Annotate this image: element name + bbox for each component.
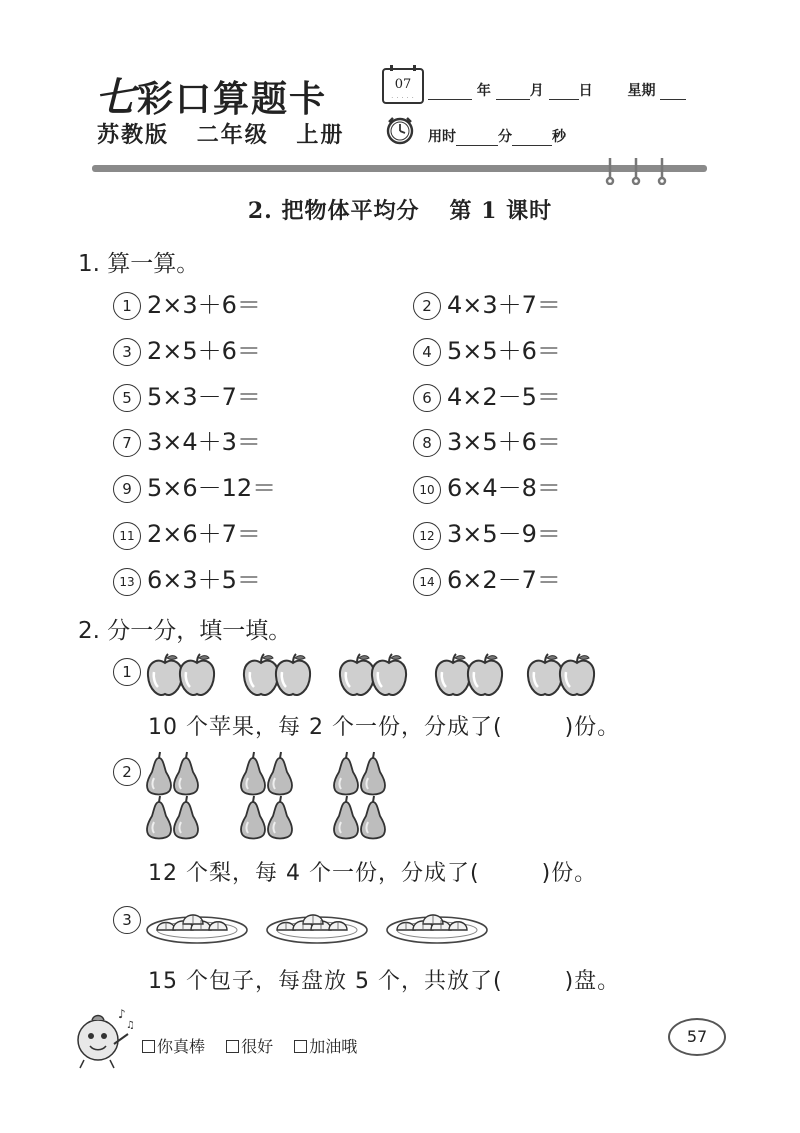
problem-number: 2 (413, 292, 441, 320)
pear-group (241, 752, 292, 839)
minutes-label: 分 (498, 129, 512, 145)
edition-volume: 上册 (296, 122, 345, 148)
problem-8 (413, 422, 561, 457)
item-2-text-before: 12 个梨，每 4 个一份，分成了( (148, 861, 480, 886)
problem-13 (113, 560, 261, 596)
time-fill-line (428, 126, 566, 146)
problem-number: 12 (413, 522, 441, 550)
rating-option-great[interactable]: 你真棒 (142, 1037, 205, 1056)
item-1-number: 1 (113, 658, 141, 686)
problem-2 (413, 285, 561, 320)
item-1-text-after: )份。 (564, 715, 621, 740)
problem-number: 6 (413, 384, 441, 412)
apple-group (148, 654, 214, 695)
question-1-heading: 1. 算一算。 (78, 251, 200, 277)
problem-5 (113, 377, 261, 412)
brand-first-char: 七 (95, 74, 137, 121)
alarm-clock-icon (384, 114, 416, 146)
problem-number: 11 (113, 522, 141, 550)
problem-1 (113, 285, 261, 320)
self-rating (142, 1034, 373, 1057)
apple-group (244, 654, 310, 695)
svg-text:♫: ♫ (126, 1020, 135, 1031)
date-fill-line (428, 80, 686, 100)
cartoon-mascot-icon (70, 1004, 136, 1070)
problem-3 (113, 331, 261, 366)
buns-on-plates-illustration (145, 900, 495, 948)
checkbox-icon[interactable] (294, 1040, 307, 1053)
pear-group (147, 752, 198, 839)
page-number: 57 (668, 1018, 726, 1056)
apple-group (436, 654, 502, 695)
item-3-text-before: 15 个包子，每盘放 5 个，共放了( (148, 969, 503, 994)
minutes-blank[interactable] (456, 129, 498, 146)
problem-expression: 5×5＋6＝ (447, 336, 561, 365)
checkbox-icon[interactable] (226, 1040, 239, 1053)
lesson-title (0, 194, 800, 225)
problem-expression: 6×3＋5＝ (147, 565, 261, 594)
bun-plate (387, 914, 487, 943)
problem-expression: 2×3＋6＝ (147, 291, 261, 319)
question-2-heading: 2. 分一分，填一填。 (78, 618, 292, 644)
problem-expression: 4×3＋7＝ (447, 291, 561, 319)
problem-11 (113, 514, 261, 550)
lesson-period: 第 1 课时 (449, 198, 553, 224)
problem-expression: 4×2－5＝ (447, 382, 561, 411)
year-label: 年 (476, 83, 491, 99)
problem-14 (413, 560, 561, 596)
item-2-text-after: )份。 (541, 861, 598, 886)
problem-6 (413, 377, 561, 412)
lesson-topic: 2. 把物体平均分 (247, 198, 420, 224)
rating-option-keep-going[interactable]: 加油哦 (294, 1037, 357, 1056)
problem-expression: 3×5－9＝ (447, 520, 561, 548)
problem-number: 3 (113, 338, 141, 366)
month-label: 月 (529, 83, 544, 99)
problem-12 (413, 514, 561, 550)
pears-illustration (140, 750, 400, 842)
edition-line (97, 118, 362, 149)
calendar-day: 07 (394, 77, 412, 92)
problem-expression: 2×5＋6＝ (147, 336, 261, 365)
seconds-label: 秒 (552, 129, 566, 145)
item-3-text-after: )盘。 (564, 969, 621, 994)
brand-rest: 彩口算题卡 (137, 78, 328, 120)
edition-publisher: 苏教版 (97, 122, 170, 148)
weekday-blank[interactable] (660, 83, 686, 100)
item-3-number: 3 (113, 906, 141, 934)
apples-illustration (145, 650, 600, 698)
bun-plate (147, 914, 247, 943)
calendar-icon: 07 · · · · · (382, 68, 424, 104)
item-2-sentence (148, 856, 597, 887)
problem-number: 13 (113, 568, 141, 596)
problem-number: 1 (113, 292, 141, 320)
apple-group (340, 654, 406, 695)
problem-expression: 2×6＋7＝ (147, 520, 261, 548)
problem-number: 9 (113, 475, 141, 503)
problem-expression: 5×3－7＝ (147, 382, 261, 411)
problem-expression: 6×4－8＝ (447, 474, 561, 503)
brand-title (95, 66, 327, 123)
item-1-sentence (148, 710, 620, 741)
problem-number: 4 (413, 338, 441, 366)
day-blank[interactable] (549, 83, 579, 100)
problem-expression: 5×6－12＝ (147, 474, 277, 503)
problem-7 (113, 422, 261, 457)
problem-expression: 6×2－7＝ (447, 565, 561, 594)
weekday-label: 星期 (627, 83, 656, 99)
item-1-text-before: 10 个苹果，每 2 个一份，分成了( (148, 715, 503, 740)
problem-10 (413, 468, 561, 504)
problem-9 (113, 468, 276, 503)
problem-expression: 3×5＋6＝ (447, 428, 561, 457)
time-prefix: 用时 (428, 129, 456, 145)
apple-group (528, 654, 594, 695)
month-blank[interactable] (496, 83, 530, 100)
rating-option-good[interactable]: 很好 (226, 1037, 273, 1056)
item-2-number: 2 (113, 758, 141, 786)
problem-4 (413, 331, 561, 366)
item-3-sentence (148, 964, 620, 995)
edition-grade: 二年级 (196, 122, 269, 148)
problem-number: 10 (413, 476, 441, 504)
problem-expression: 3×4＋3＝ (147, 428, 261, 457)
day-label: 日 (578, 83, 593, 99)
year-blank[interactable] (428, 83, 472, 100)
pear-group (334, 752, 385, 839)
bun-plate (267, 914, 367, 943)
problem-number: 5 (113, 384, 141, 412)
seconds-blank[interactable] (512, 129, 552, 146)
problem-number: 14 (413, 568, 441, 596)
binder-pins-icon (604, 155, 674, 185)
checkbox-icon[interactable] (142, 1040, 155, 1053)
problem-number: 7 (113, 429, 141, 457)
svg-text:♪: ♪ (118, 1007, 126, 1021)
problem-number: 8 (413, 429, 441, 457)
